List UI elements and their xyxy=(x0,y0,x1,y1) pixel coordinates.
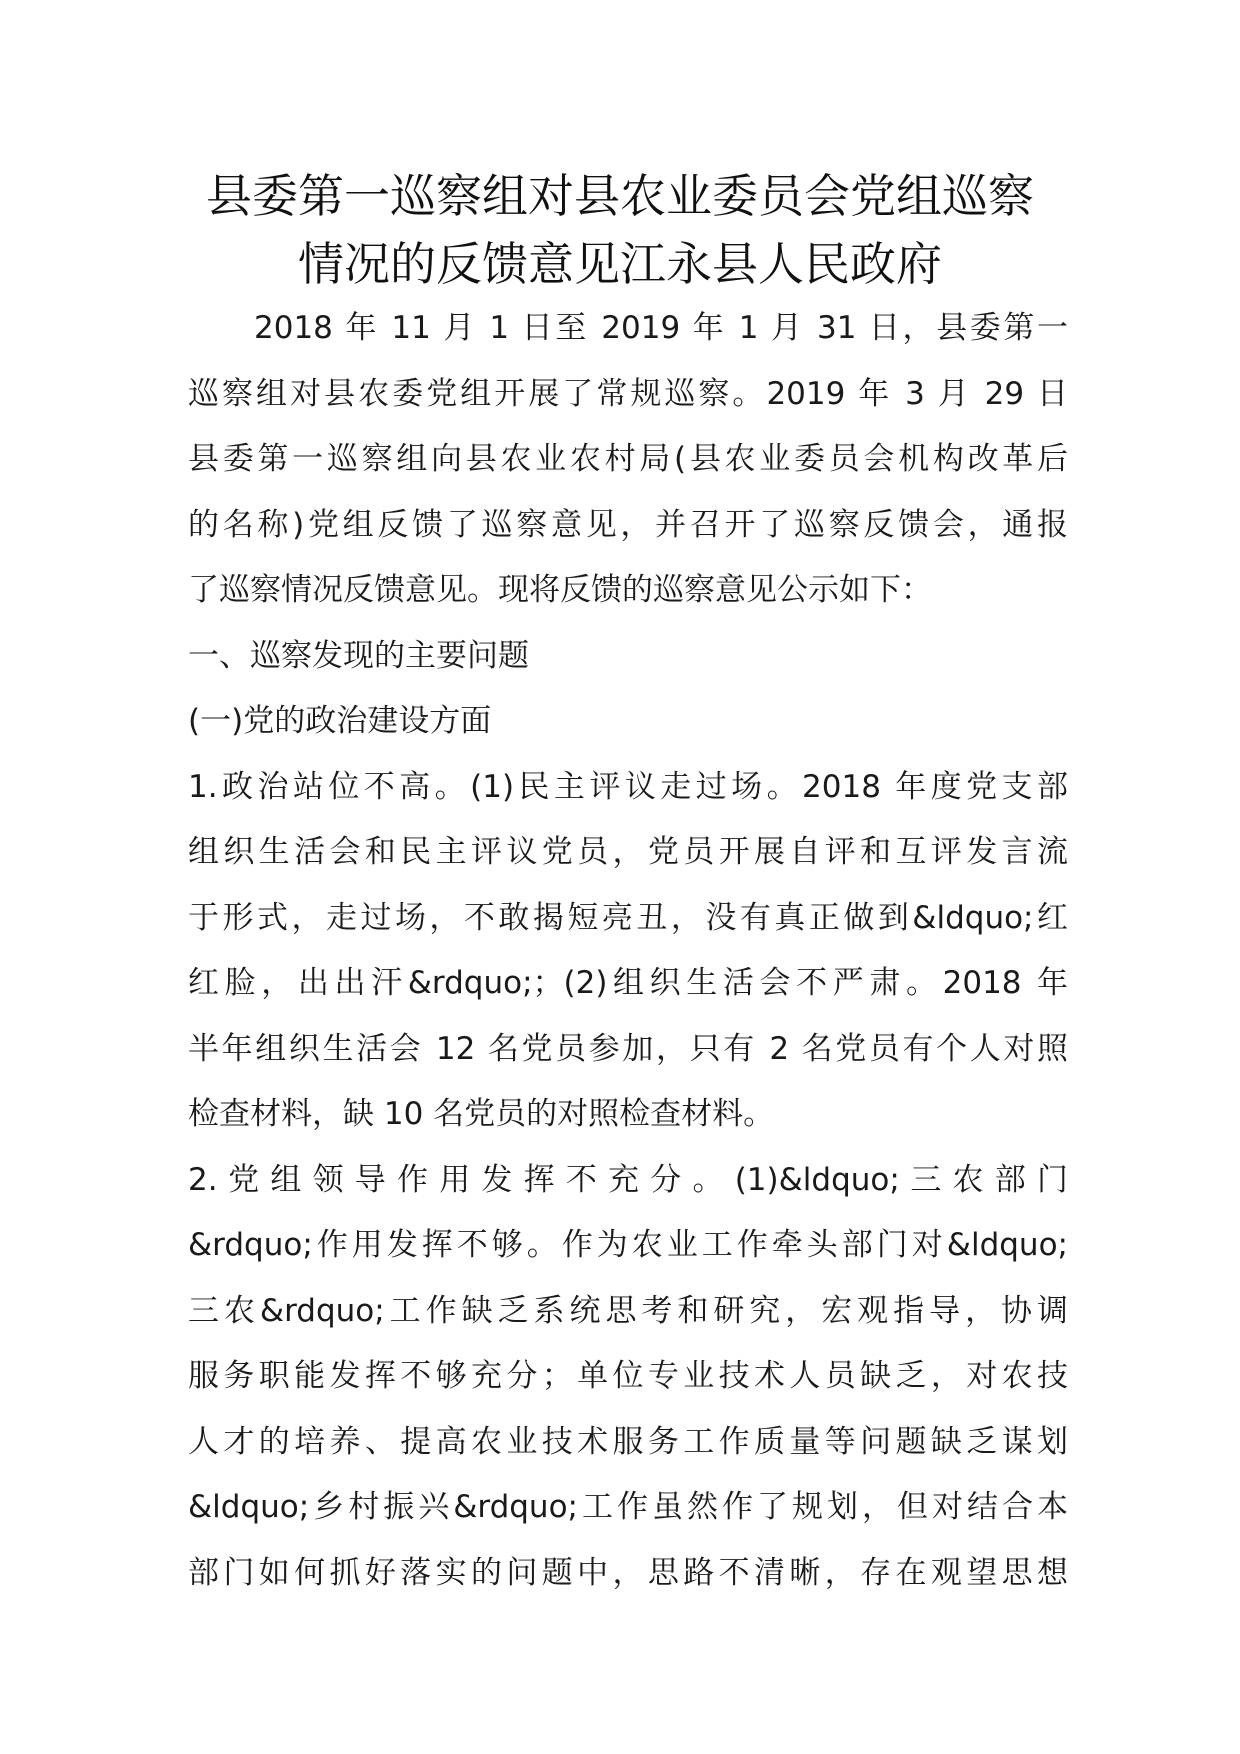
paragraph-line: 人才的培养、提高农业技术服务工作质量等问题缺乏谋划 xyxy=(188,1423,1068,1460)
paragraph-line: 2018 年 11 月 1 日至 2019 年 1 月 31 日，县委第一 xyxy=(254,310,1068,346)
paragraph-line: 检查材料，缺 10 名党员的对照检查材料。 xyxy=(188,1096,775,1132)
paragraph-line: 巡察组对县农委党组开展了常规巡察。2019 年 3 月 29 日 xyxy=(188,375,1068,412)
paragraph-line: &ldquo;乡村振兴&rdquo;工作虽然作了规划，但对结合本 xyxy=(188,1489,1068,1525)
title-line-1: 县委第一巡察组对县农业委员会党组巡察 xyxy=(206,169,1034,223)
paragraph-line: 2. 党 组 领 导 作 用 发 挥 不 充 分 。 (1)&ldquo; 三 农 部 门 xyxy=(188,1161,1068,1198)
paragraph-line: &rdquo;作用发挥不够。作为农业工作牵头部门对&ldquo; xyxy=(188,1227,1068,1263)
paragraph-line: 了巡察情况反馈意见。现将反馈的巡察意见公示如下： xyxy=(188,572,932,608)
paragraph-line: 红脸，出出汗&rdquo;；(2)组织生活会不严肃。2018 年 xyxy=(188,965,1068,1001)
document-title xyxy=(150,162,1090,298)
subsection-heading: (一)党的政治建设方面 xyxy=(188,703,492,739)
section-heading: 一、巡察发现的主要问题 xyxy=(188,637,529,674)
paragraph-line: 三农&rdquo;工作缺乏系统思考和研究，宏观指导，协调 xyxy=(188,1292,1068,1329)
paragraph-line: 部门如何抓好落实的问题中，思路不清晰，存在观望思想 xyxy=(188,1554,1068,1591)
paragraph-line: 组织生活会和民主评议党员，党员开展自评和互评发言流 xyxy=(188,834,1068,870)
title-line-2: 情况的反馈意见江永县人民政府 xyxy=(298,237,942,291)
document-body xyxy=(188,296,1068,1606)
paragraph-line: 服务职能发挥不够充分；单位专业技术人员缺乏，对农技 xyxy=(188,1358,1068,1394)
paragraph-line: 1.政治站位不高。(1)民主评议走过场。2018 年度党支部 xyxy=(188,768,1068,805)
paragraph-line: 于形式，走过场，不敢揭短亮丑，没有真正做到&ldquo;红 xyxy=(188,899,1068,936)
paragraph-line: 县委第一巡察组向县农业农村局(县农业委员会机构改革后 xyxy=(188,441,1068,477)
paragraph-line: 的名称)党组反馈了巡察意见，并召开了巡察反馈会，通报 xyxy=(188,506,1068,543)
paragraph-line: 半年组织生活会 12 名党员参加，只有 2 名党员有个人对照 xyxy=(188,1030,1068,1067)
